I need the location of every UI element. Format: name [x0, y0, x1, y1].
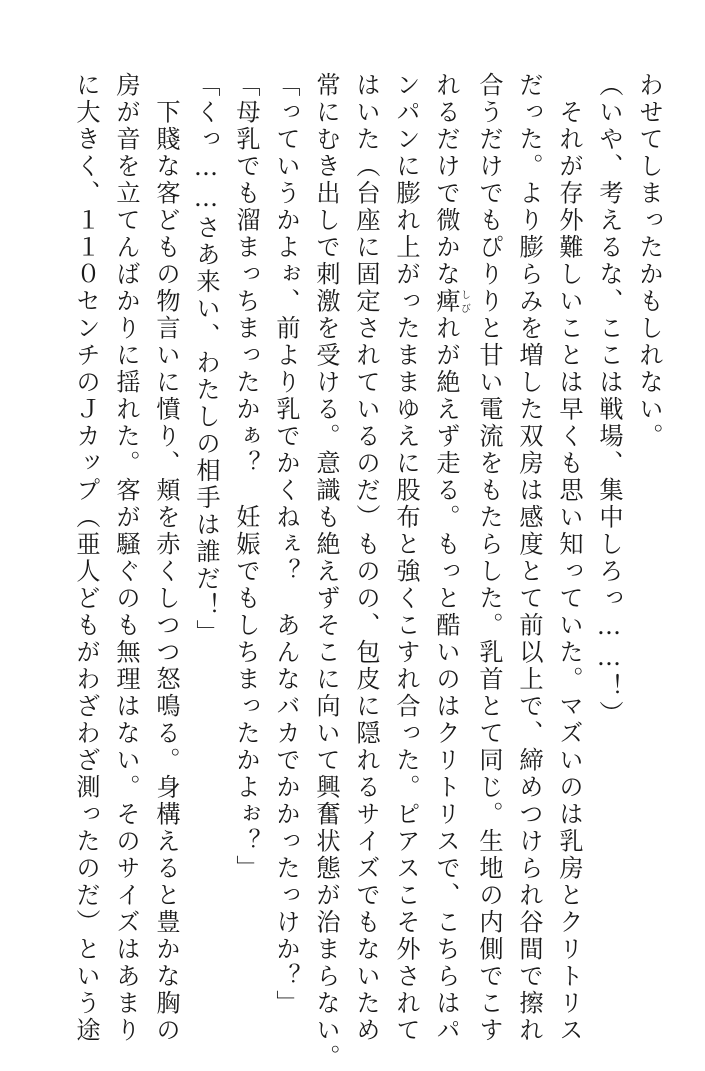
text-line-4: だった。より膨らみを増した双房は感度とて前以上で、締めつけられ谷間で擦れ [515, 72, 543, 1044]
text-line-15: に大きく、１１０センチのＪカップ（亜人どもがわざわざ測ったのだ）という途 [72, 72, 100, 1044]
text-line-9: 常にむき出しで刺激を受ける。意識も絶えずそこに向いて興奮状態が治まらない。 [312, 72, 340, 1071]
text-line-11: 「母乳でも溜まっちまったかぁ？ 妊娠でもしちまったかよぉ？」 [232, 72, 260, 882]
text-line-10: 「っていうかよぉ、前より乳でかくねぇ？ あんなバカでかかったっけか？」 [272, 72, 300, 1017]
text-line-3: それが存外難しいことは早くも思い知っていた。マズいのは乳房とクリトリス [555, 72, 583, 1044]
text-line-13: 下賤な客どもの物言いに憤り、頬を赤くしつつ怒鳴る。身構えると豊かな胸の [152, 72, 180, 1044]
text-line-1: わせてしまったかもしれない。 [635, 72, 663, 450]
text-line-7: ンパンに膨れ上がったままゆえに股布と強くこすれ合った。ピアスこそ外されて [392, 72, 420, 1044]
text-line-6-part-2: れが絶えず走る。もっと酷いのはクリトリスで、こちらはパ [432, 315, 460, 1044]
text-line-2: （いや、考えるな、ここは戦場、集中しろっ……！） [595, 72, 623, 728]
text-line-14: 房が音を立てんばかりに揺れた。客が騒ぐのも無理はない。そのサイズはあまり [112, 72, 140, 1044]
text-line-5: 合うだけでもぴりりと甘い電流をもたらした。乳首とて同じ。生地の内側でこす [475, 72, 503, 1044]
text-line-8: はいた（台座に固定されているのだ）ものの、包皮に隠れるサイズでもないため [352, 72, 380, 1044]
text-line-6-part-1: れるだけで微かな [432, 72, 460, 288]
ruby-annotation [432, 288, 470, 315]
ruby-reading: しび [458, 288, 470, 315]
ruby-base-text: 痺 [432, 288, 460, 315]
text-line-6 [426, 72, 470, 1044]
vertical-text-block [66, 72, 669, 1071]
text-line-12: 「くっ……さあ来い、わたしの相手は誰だ！」 [192, 72, 220, 647]
